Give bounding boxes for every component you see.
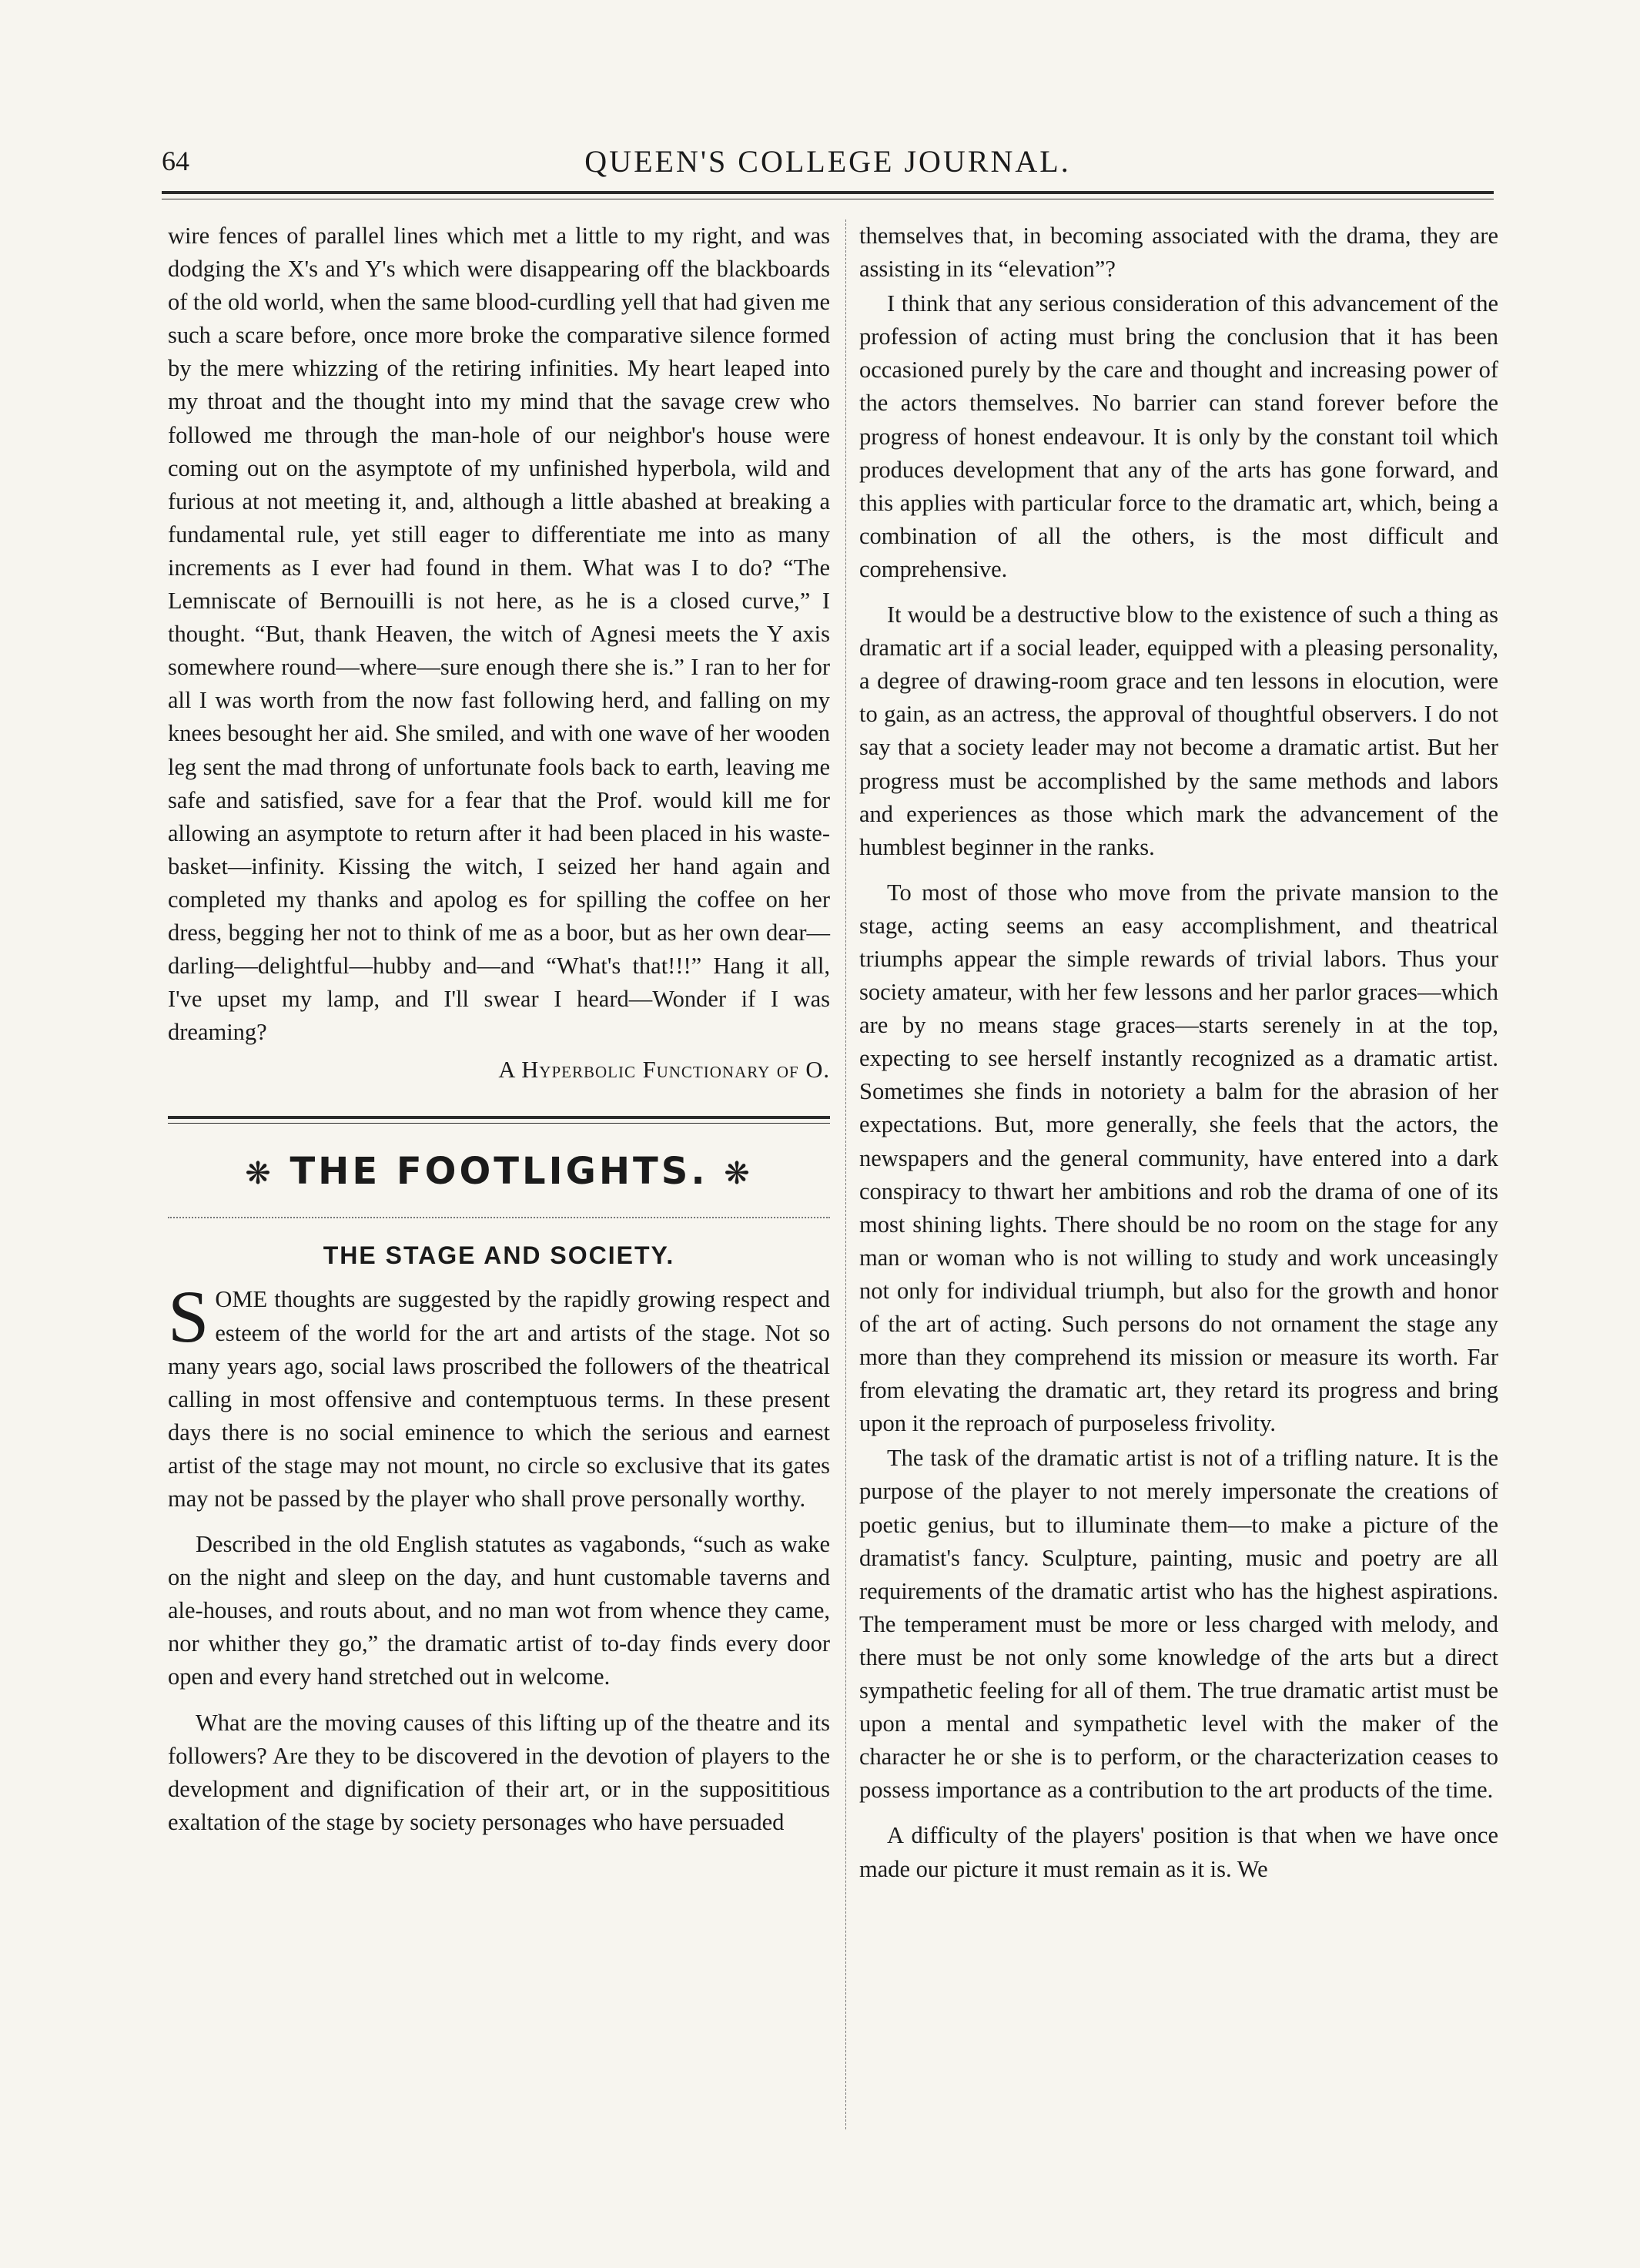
left-column bbox=[168, 219, 830, 1839]
article-title: THE STAGE AND SOCIETY. bbox=[323, 1241, 675, 1270]
drop-cap: S bbox=[168, 1275, 209, 1358]
ornament-icon: ❋ bbox=[724, 1156, 753, 1192]
article-paragraph: What are the moving causes of this lifting up of the theatre and its followers? Are they to be discovered in the devotion of players to the development and dignification of their art, or in the supposititious exaltation of the stage by society personages who have persuaded bbox=[168, 1709, 830, 1835]
article-paragraph: themselves that, in becoming associated with the drama, they are assisting in its “elevation”? bbox=[859, 223, 1498, 283]
column-divider bbox=[845, 219, 846, 2129]
article-paragraph: I think that any serious consideration of this advancement of the profession of acting must bring the conclusion that it has been occasioned purely by the care and thought and increasing power of the actors themselves. No barrier can stand forever before the progress of honest endeavour. It is only by the constant toil which produces development that any of the arts has gone forward, and this applies with particular force to the dramatic art, which, being a combination of all the others, is the most difficult and comprehensive. bbox=[859, 290, 1498, 582]
header-rule-thick bbox=[162, 191, 1494, 194]
article-paragraph: It would be a destructive blow to the existence of such a thing as dramatic art if a social leader, equipped with a pleasing personality, a degree of drawing-room grace and ten lessons in elocution, were to gain, as an actress, the approval of thoughtful observers. I do not say that a society leader may not become a dramatic artist. But her progress must be accomplished by the same methods and labors and experiences as those which mark the advancement of the humblest beginner in the ranks. bbox=[859, 601, 1498, 860]
right-column bbox=[859, 219, 1498, 1886]
story-continuation: wire fences of parallel lines which met a little to my right, and was dodging the X's and Y's which were disappearing off the blackboards of the old world, when the same blood-curdling yell that had given me such a scare before, once more broke the comparative silence formed by the mere whizzing of the retiring infinities. My heart leaped into my throat and the thought into my mind that the savage crew who followed me through the man-hole of our neighbor's house were coming out on the asymptote of my unfinished hyperbola, wild and furious at not meeting it, and, although a little abashed at breaking a fundamental rule, yet still eager to differentiate me into as many increments as I ever had found in them. What was I to do? “The Lemniscate of Bernouilli is not here, as he is a closed curve,” I thought. “But, thank Heaven, the witch of Agnesi meets the Y axis somewhere round—where—sure enough there she is.” I ran to her for all I was worth from the now fast following herd, and falling on my knees besought her aid. She smiled, and with one wave of her wooden leg sent the mad throng of unfortunate fools back to earth, leaving me safe and satisfied, save for a fear that the Prof. would kill me for allowing an asymptote to return after it had been placed in his waste-basket—infinity. Kissing the witch, I seized her hand again and completed my thanks and apolog es for spilling the coffee on her dress, begging her not to think of me as a boor, but as her own dear—darling—delightful—hubby and—and “What's that!!!” Hang it all, I've upset my lamp, and I'll swear I heard—Wonder if I was dreaming? bbox=[168, 223, 830, 1046]
section-title: THE FOOTLIGHTS. bbox=[290, 1150, 708, 1194]
section-heading bbox=[168, 1147, 830, 1198]
article-paragraph: A difficulty of the players' position is that when we have once made our picture it must remain as it is. We bbox=[859, 1822, 1498, 1882]
section-rule-thick bbox=[168, 1116, 830, 1119]
page-number: 64 bbox=[162, 146, 189, 176]
article-paragraph: Described in the old English statutes as vagabonds, “such as wake on the night and sleep on the day, and hunt customable taverns and ale-houses, and routs about, and no man wot from whence they came, nor whither they go,” the dramatic artist of to-day finds every door open and every hand stretched out in welcome. bbox=[168, 1531, 830, 1690]
article-paragraph bbox=[168, 1275, 830, 1516]
ornament-icon: ❋ bbox=[245, 1156, 274, 1192]
section-dotted-rule bbox=[168, 1217, 830, 1218]
article-paragraph: The task of the dramatic artist is not of a trifling nature. It is the purpose of the player to not merely impersonate the creations of poetic genius, but to illuminate them—to make a picture of the dramatist's fancy. Sculpture, painting, music and poetry are all requirements of the dramatic artist who has the highest aspirations. The temperament must be more or less charged with melody, and there must be not only some knowledge of the arts but a direct sympathetic feeling for all of them. The true dramatic artist must be upon a mental and sympathetic level with the maker of the character he or she is to perform, or the characterization ceases to possess importance as a contribution to the art products of the time. bbox=[859, 1445, 1498, 1804]
section-rule-thin bbox=[168, 1123, 830, 1124]
article-paragraph: To most of those who move from the private mansion to the stage, acting seems an easy accomplishment, and theatrical triumphs appear the simple rewards of trivial labors. Thus your society amateur, with her few lessons and her parlor graces—which are by no means stage graces—starts serenely in at the top, expecting to see herself instantly recognized as a dramatic artist. Sometimes she finds in notoriety a balm for the abrasion of her expectations. But, more generally, she feels that the actors, the newspapers and the general community, have entered into a dark conspiracy to thwart her ambitions and rob the drama of one of its most shining lights. There should be no room on the stage for any man or woman who is not willing to study and work unceasingly not only for individual triumph, but also for the growth and honor of the art of acting. Such persons do not ornament the stage any more than they comprehend its mission or measure its worth. Far from elevating the dramatic art, they retard its progress and bring upon it the reproach of purposeless frivolity. bbox=[859, 879, 1498, 1437]
paragraph-text: OME thoughts are suggested by the rapidly growing respect and esteem of the world for the art and artists of the stage. Not so many years ago, social laws proscribed the followers of the theatrical calling in most offensive and contemptuous terms. In these present days there is no social eminence to which the serious and earnest artist of the stage may not mount, no circle so exclusive that its gates may not be passed by the player who shall prove personally worthy. bbox=[168, 1286, 830, 1512]
story-signature: A Hyperbolic Functionary of O. bbox=[498, 1057, 830, 1084]
journal-title: QUEEN'S COLLEGE JOURNAL. bbox=[584, 144, 1071, 179]
page-header bbox=[162, 139, 1494, 185]
